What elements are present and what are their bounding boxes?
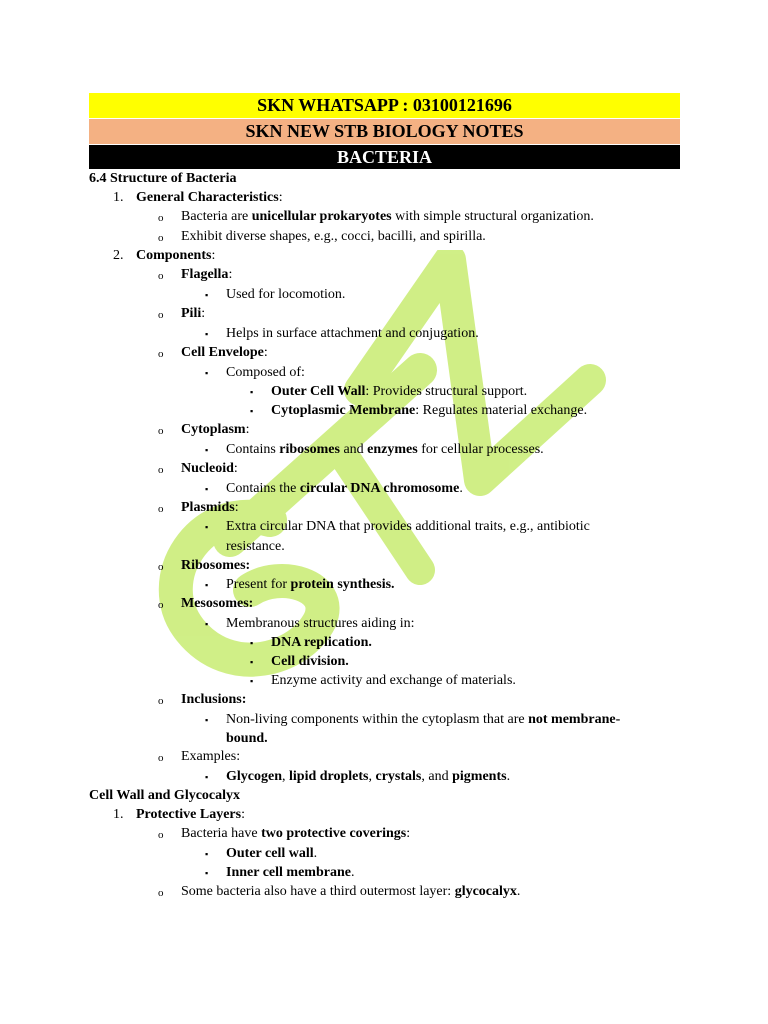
- bullet-square: ▪: [205, 290, 209, 300]
- list-item: Non-living components within the cytoplasm that are not membrane-: [226, 712, 621, 727]
- list-item: Inclusions:: [181, 692, 247, 707]
- list-item: Examples:: [181, 749, 241, 764]
- bullet-circle: o: [158, 829, 164, 841]
- bullet-circle: o: [158, 599, 164, 611]
- bullet-square: ▪: [250, 387, 254, 397]
- list-item: Some bacteria also have a third outermost layer: glycocalyx.: [181, 884, 521, 899]
- bullet-square: ▪: [205, 868, 209, 878]
- bullet-square: ▪: [205, 619, 209, 629]
- bullet-square: ▪: [205, 715, 209, 725]
- topic-banner: BACTERIA: [89, 145, 680, 169]
- list-item: Cell division.: [271, 654, 349, 669]
- bullet-square: ▪: [250, 657, 254, 667]
- list-item: General Characteristics:: [136, 190, 283, 205]
- notes-title-banner: SKN NEW STB BIOLOGY NOTES: [89, 119, 680, 144]
- list-item: Ribosomes:: [181, 558, 251, 573]
- bullet-circle: o: [158, 212, 164, 224]
- list-item: Used for locomotion.: [226, 287, 346, 302]
- list-number: 2.: [113, 248, 124, 263]
- bullet-square: ▪: [250, 406, 254, 416]
- list-item: Helps in surface attachment and conjugation.: [226, 326, 479, 341]
- bullet-square: ▪: [205, 484, 209, 494]
- bullet-circle: o: [158, 561, 164, 573]
- bullet-square: ▪: [205, 329, 209, 339]
- bullet-circle: o: [158, 464, 164, 476]
- list-item: Glycogen, lipid droplets, crystals, and pigments.: [226, 769, 511, 784]
- list-item: Present for protein synthesis.: [226, 577, 395, 592]
- list-item: Protective Layers:: [136, 807, 245, 822]
- list-item: Pili:: [181, 306, 206, 321]
- list-item: Cytoplasmic Membrane: Regulates material exchange.: [271, 403, 588, 418]
- list-item: Cytoplasm:: [181, 422, 250, 437]
- whatsapp-banner: SKN WHATSAPP : 03100121696: [89, 93, 680, 118]
- list-item: Extra circular DNA that provides additional traits, e.g., antibiotic: [226, 519, 590, 534]
- list-item: Contains ribosomes and enzymes for cellular processes.: [226, 442, 544, 457]
- bullet-circle: o: [158, 348, 164, 360]
- list-item: Inner cell membrane.: [226, 865, 355, 880]
- bullet-circle: o: [158, 232, 164, 244]
- list-number: 1.: [113, 190, 124, 205]
- bullet-square: ▪: [205, 772, 209, 782]
- list-item: Contains the circular DNA chromosome.: [226, 481, 463, 496]
- list-item: DNA replication.: [271, 635, 372, 650]
- bullet-square: ▪: [205, 849, 209, 859]
- list-item: Mesosomes:: [181, 596, 254, 611]
- list-item: Exhibit diverse shapes, e.g., cocci, bacilli, and spirilla.: [181, 229, 486, 244]
- list-item: Plasmids:: [181, 500, 239, 515]
- bullet-square: ▪: [205, 580, 209, 590]
- list-item: Nucleoid:: [181, 461, 238, 476]
- list-item: Composed of:: [226, 365, 305, 380]
- bullet-circle: o: [158, 503, 164, 515]
- list-item: Outer Cell Wall: Provides structural support.: [271, 384, 528, 399]
- bullet-circle: o: [158, 695, 164, 707]
- list-item-continuation: bound.: [226, 731, 268, 746]
- bullet-circle: o: [158, 887, 164, 899]
- section-heading: Cell Wall and Glycocalyx: [89, 788, 241, 803]
- bullet-circle: o: [158, 309, 164, 321]
- list-item: Flagella:: [181, 267, 233, 282]
- list-number: 1.: [113, 807, 124, 822]
- bullet-circle: o: [158, 752, 164, 764]
- list-item: Components:: [136, 248, 216, 263]
- section-heading: 6.4 Structure of Bacteria: [89, 171, 237, 186]
- bullet-circle: o: [158, 425, 164, 437]
- bullet-square: ▪: [205, 445, 209, 455]
- bullet-square: ▪: [250, 676, 254, 686]
- list-item: Enzyme activity and exchange of materials.: [271, 673, 516, 688]
- list-item: Outer cell wall.: [226, 846, 318, 861]
- list-item-continuation: resistance.: [226, 539, 285, 554]
- bullet-square: ▪: [205, 522, 209, 532]
- list-item: Membranous structures aiding in:: [226, 616, 415, 631]
- list-item: Cell Envelope:: [181, 345, 268, 360]
- list-item: Bacteria are unicellular prokaryotes with simple structural organization.: [181, 209, 594, 224]
- list-item: Bacteria have two protective coverings:: [181, 826, 411, 841]
- bullet-square: ▪: [250, 638, 254, 648]
- bullet-circle: o: [158, 270, 164, 282]
- bullet-square: ▪: [205, 368, 209, 378]
